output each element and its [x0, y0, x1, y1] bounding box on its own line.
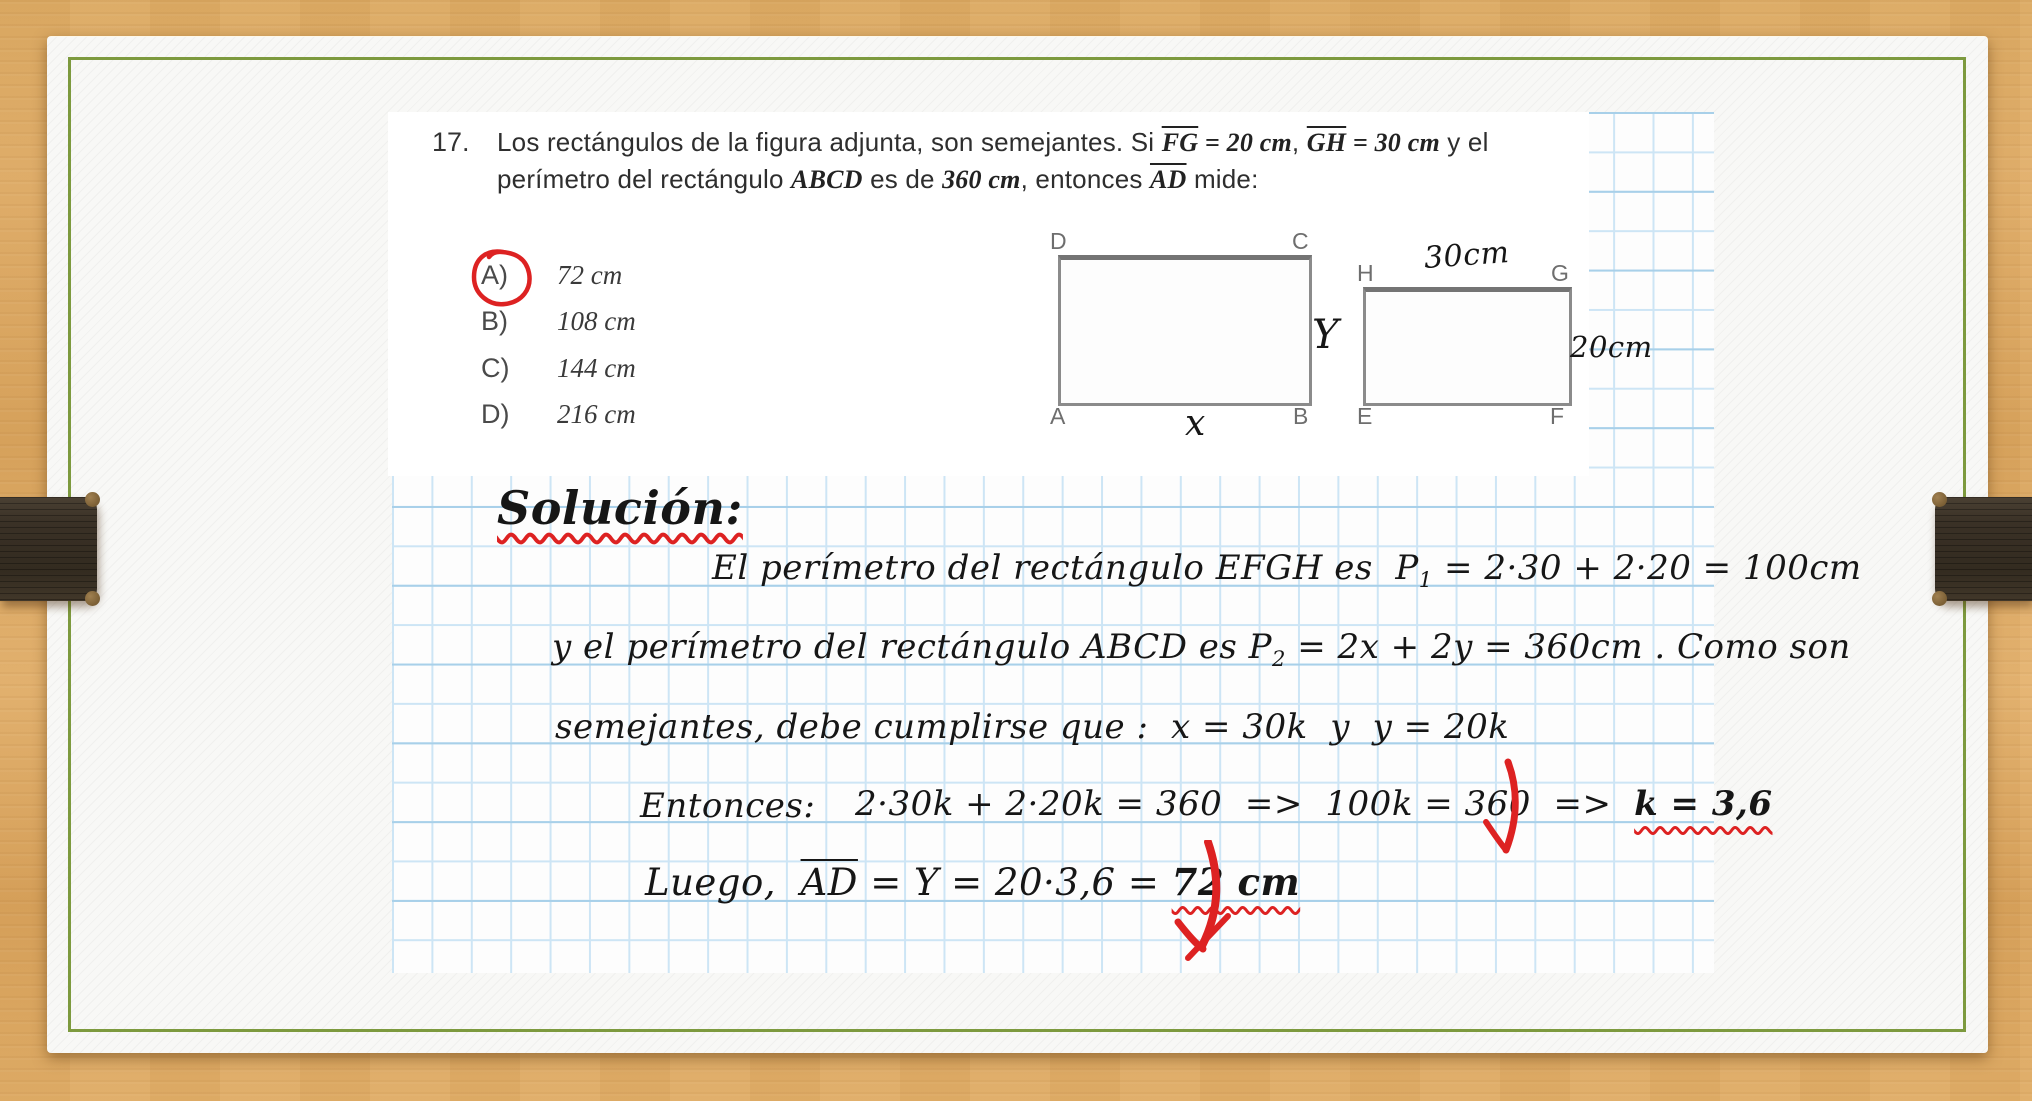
figure-efgh-corner-f: F [1550, 403, 1565, 429]
option-d-letter: D) [481, 399, 510, 429]
solution-line-5: Luego, $\overline{AD} = Y = 20\cdot 3,6 = 72$ cm [645, 860, 1301, 904]
right-strap [1935, 497, 2032, 601]
left-strap [0, 497, 97, 601]
answer-circle-annotation [468, 247, 536, 309]
red-checkmark-k [1478, 758, 1534, 860]
option-b-letter: B) [481, 306, 508, 336]
figure-efgh-corner-e: E [1357, 403, 1373, 429]
figure-abcd-corner-a: A [1050, 403, 1066, 429]
option-b-value: 108 cm [557, 306, 636, 336]
figure-abcd-bottom-label: x [1185, 403, 1206, 444]
figure-efgh-corner-g: G [1551, 260, 1569, 286]
solution-line-4: 2·30k + 2·20k = 360 => 100k = 360 => k = 3,6 [855, 784, 1773, 824]
figure-rectangle-efgh [1363, 287, 1572, 406]
figure-efgh-corner-h: H [1357, 260, 1374, 286]
strap-nub [1932, 591, 1947, 606]
figure-abcd-corner-c: C [1292, 228, 1309, 254]
option-a-letter: A) [481, 260, 508, 290]
solution-title: Solución: [497, 481, 743, 535]
option-c-letter: C) [481, 353, 510, 383]
problem-statement-line2: perímetro del rectángulo ABCD es de 360 cm, entonces $\overline{AD}$ mide: [497, 164, 1259, 194]
figure-abcd-corner-d: D [1050, 228, 1067, 254]
option-a-value: 72 cm [557, 260, 623, 290]
strap-nub [85, 591, 100, 606]
strap-nub [1932, 492, 1947, 507]
solution-line-4-label: Entonces: [640, 786, 816, 826]
option-d-value: 216 cm [557, 399, 636, 429]
option-c-value: 144 cm [557, 353, 636, 383]
figure-efgh-right-label: 20cm [1570, 330, 1653, 364]
figure-abcd-right-label: Y [1312, 312, 1339, 358]
problem-number: 17. [432, 127, 470, 157]
problem-statement-line1: Los rectángulos de la figura adjunta, son semejantes. Si $\overline{FG} = 20$ cm, $\overline{GH} = 30$ cm y el [497, 127, 1489, 157]
red-checkmark-72cm [1146, 840, 1246, 964]
strap-nub [85, 492, 100, 507]
solution-line-2: y el perímetro del rectángulo ABCD es $P_2 = 2x + 2y = 360cm$ . Como son [552, 627, 1851, 671]
figure-rectangle-abcd [1058, 255, 1312, 406]
figure-efgh-top-label: 30cm [1422, 235, 1511, 276]
solution-line-3: semejantes, debe cumplirse que : x = 30k y y = 20k [555, 707, 1510, 747]
figure-abcd-corner-b: B [1293, 403, 1309, 429]
solution-line-1: El perímetro del rectángulo EFGH es $P_1 = 2\cdot 30 + 2\cdot 20 = 100cm$ [712, 548, 1862, 592]
